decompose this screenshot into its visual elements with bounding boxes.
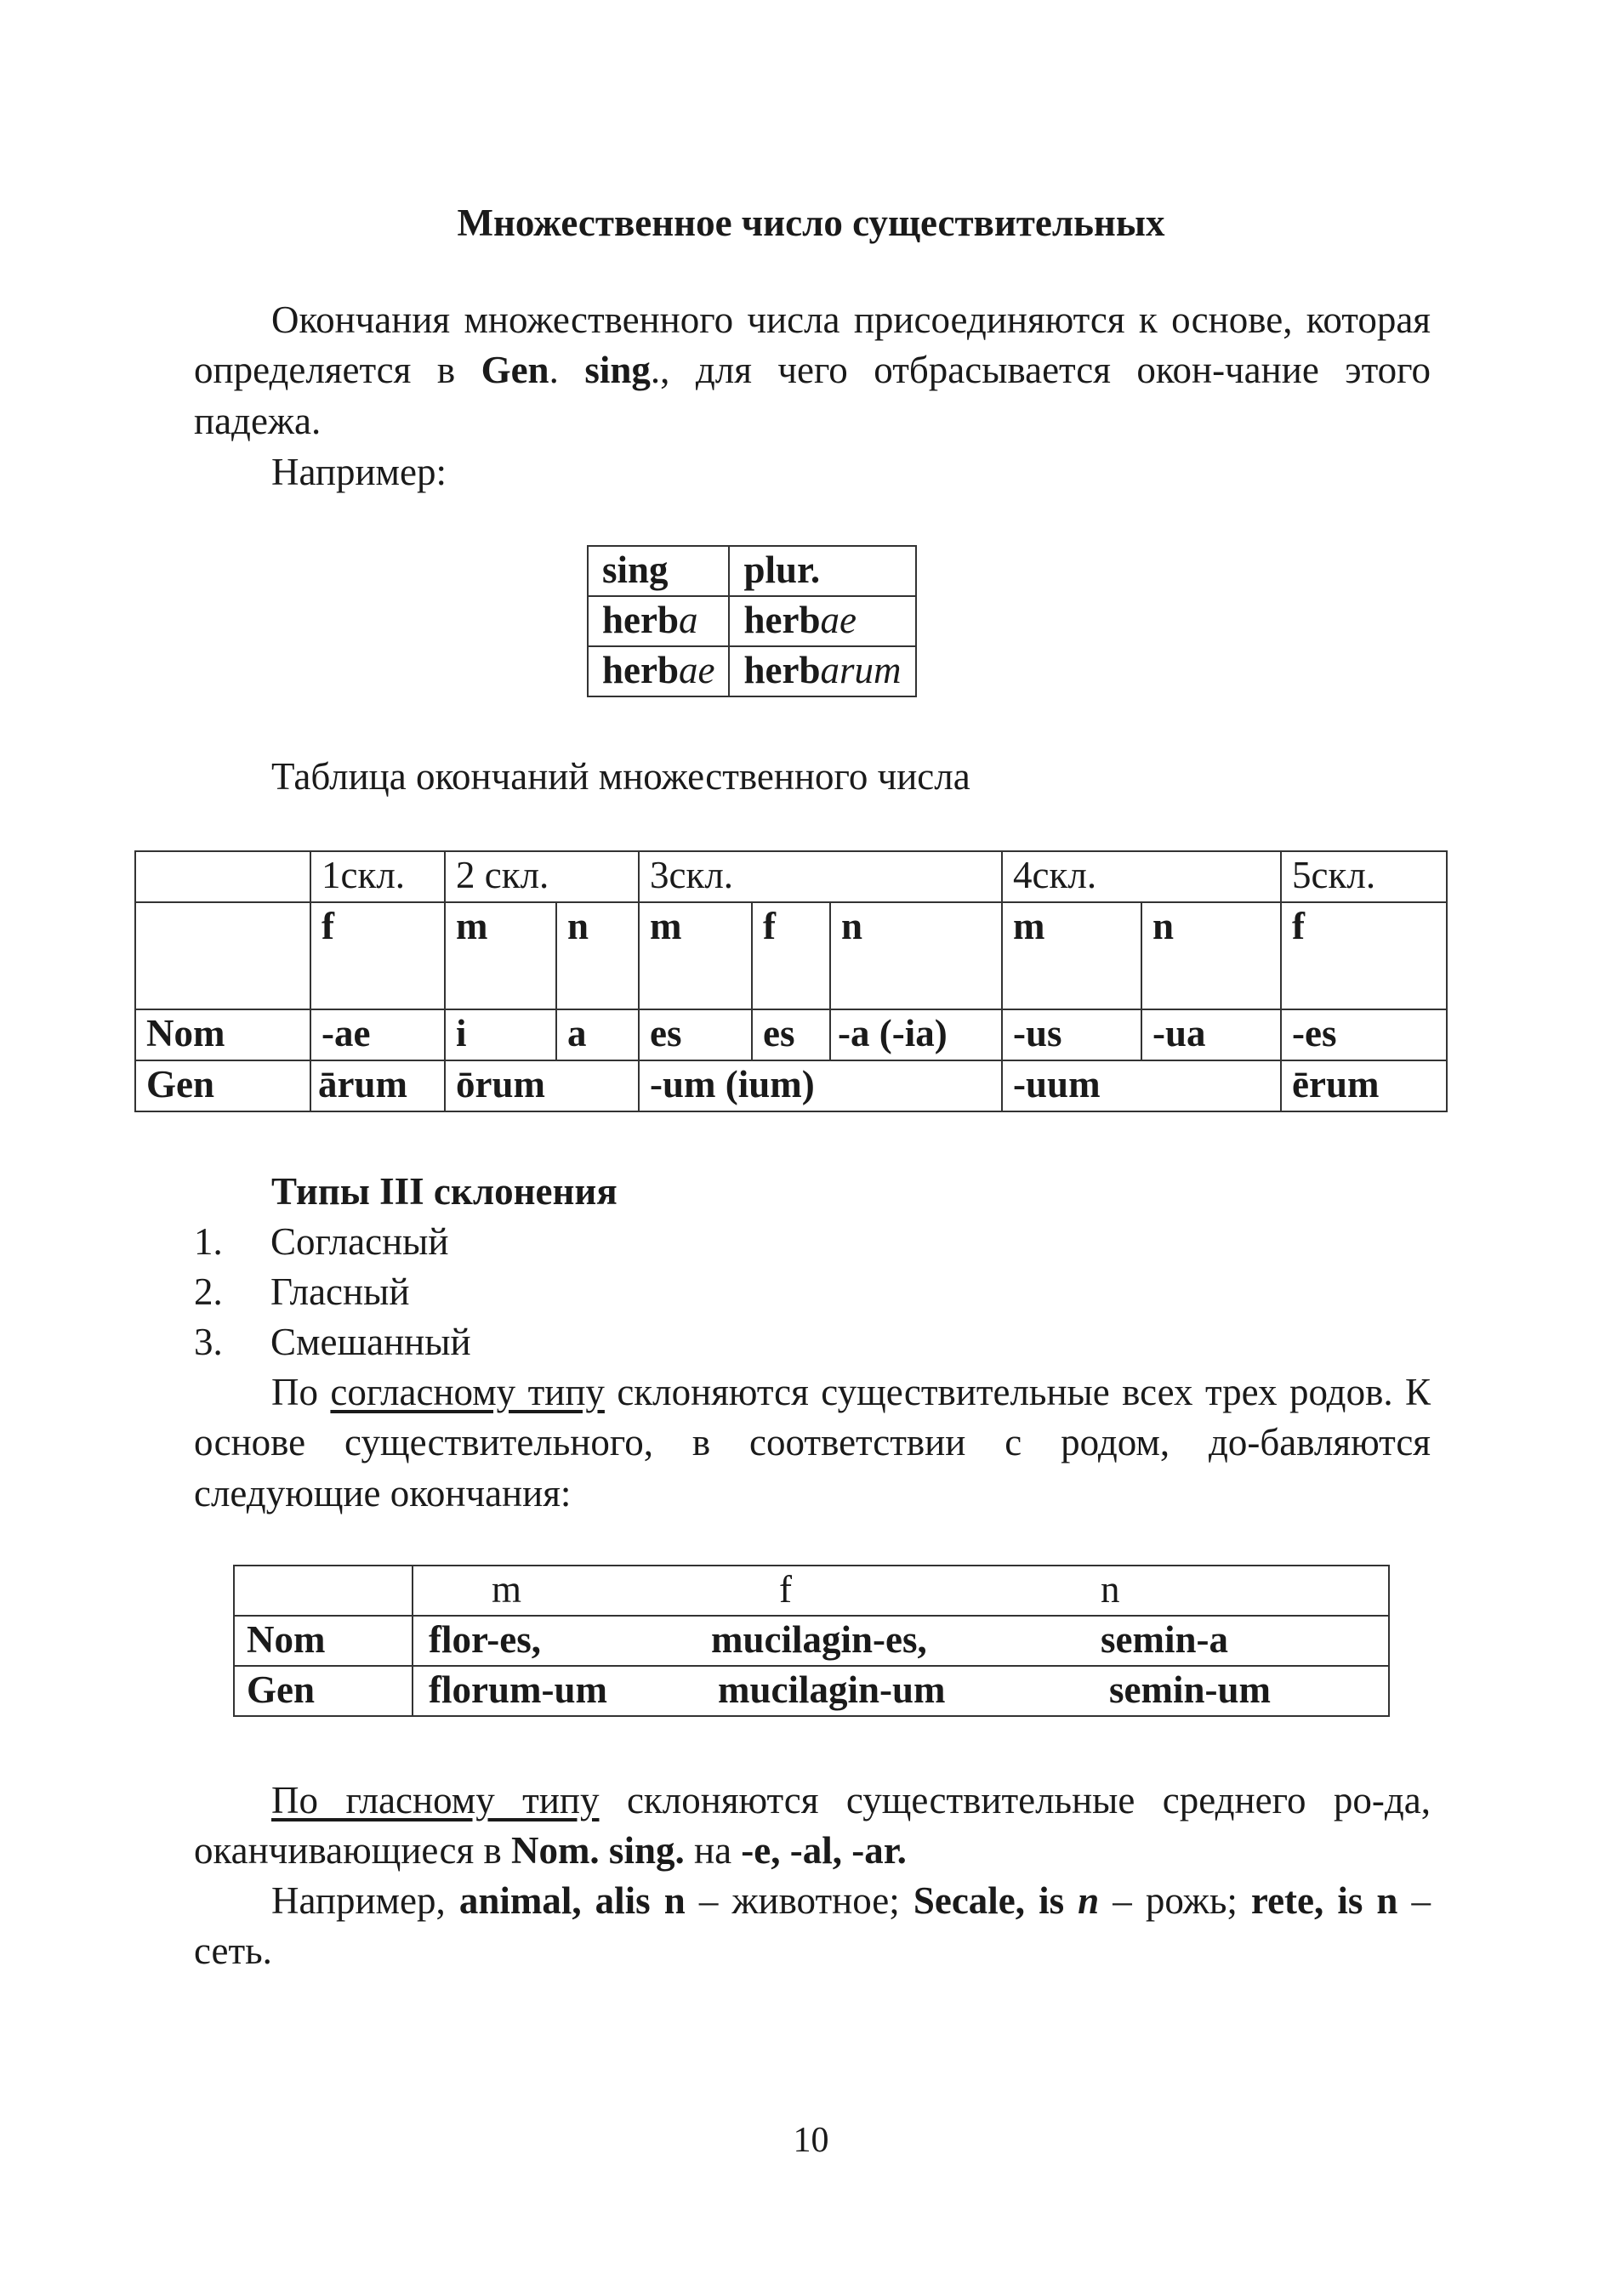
intro-paragraph xyxy=(194,295,1431,446)
underlined-term: По гласному типу xyxy=(271,1779,600,1821)
page-title: Множественное число существительных xyxy=(457,202,1165,244)
list-item: 1. Согласный xyxy=(194,1220,449,1263)
table-row xyxy=(588,596,916,646)
consonant-endings-table xyxy=(233,1565,1390,1717)
table-cell: 3скл. xyxy=(639,851,1002,902)
table-cell: es xyxy=(752,1009,830,1060)
consonant-type-paragraph: По согласному типу склоняются существительные всех трех родов. К основе существительного, в соответствии с родом, до-бавляются следующие окончания: xyxy=(194,1371,1431,1515)
sing-plur-table xyxy=(587,545,917,697)
text: ., для чего отбрасывается окон-чание этого падежа. xyxy=(194,349,1431,442)
table-cell: -ae xyxy=(310,1009,445,1060)
table-cell: a xyxy=(556,1009,639,1060)
table-cell: Nom xyxy=(234,1616,413,1666)
table-cell: plur. xyxy=(729,546,915,596)
bold-term: sing xyxy=(584,349,651,392)
page-number: 10 xyxy=(793,2121,829,2160)
table-cell: herba xyxy=(588,596,729,646)
table-cell: -es xyxy=(1281,1009,1447,1060)
table-cell: herbae xyxy=(588,646,729,696)
underlined-term: согласному типу xyxy=(330,1371,605,1413)
table-row xyxy=(234,1666,1389,1716)
table-cell: florum-um mucilagin-um semin-um xyxy=(413,1666,1389,1716)
table-cell: ērum xyxy=(1281,1060,1447,1111)
table-cell xyxy=(135,902,310,1009)
table-cell: 4скл. xyxy=(1002,851,1281,902)
table-cell: n xyxy=(556,902,639,1009)
list-item: 2. Гласный xyxy=(194,1270,410,1313)
table-cell xyxy=(135,851,310,902)
text: Окончания множественного числа присоединяются к основе, которая определяется в xyxy=(194,298,1431,392)
table-cell: m xyxy=(1002,902,1141,1009)
table-cell: herbarum xyxy=(729,646,915,696)
table-cell: 2 скл. xyxy=(445,851,639,902)
table-cell: 5скл. xyxy=(1281,851,1447,902)
table-row xyxy=(234,1566,1389,1616)
types-heading: Типы III склонения xyxy=(271,1170,617,1213)
table-cell: 1скл. xyxy=(310,851,445,902)
table-row xyxy=(234,1616,1389,1666)
table-cell: sing xyxy=(588,546,729,596)
vowel-type-paragraph: По гласному типу склоняются существительные среднего ро-да, оканчивающиеся в Nom. sing. на -e, -al, -ar. xyxy=(194,1779,1431,1873)
table-cell: -uum xyxy=(1002,1060,1281,1111)
table-row xyxy=(588,646,916,696)
table-cell: i xyxy=(445,1009,556,1060)
bold-term: Gen xyxy=(481,349,549,392)
example-paragraph: Например, animal, alis n – животное; Secale, is n – рожь; rete, is n – сеть. xyxy=(194,1879,1431,1973)
table-cell: ārum xyxy=(310,1060,445,1111)
table-cell: -ua xyxy=(1141,1009,1281,1060)
table-cell: Gen xyxy=(135,1060,310,1111)
table-row xyxy=(135,851,1447,902)
text: . xyxy=(549,349,585,392)
table-cell: es xyxy=(639,1009,752,1060)
table-cell: f xyxy=(1281,902,1447,1009)
table-cell: m f n xyxy=(413,1566,1389,1616)
table-row xyxy=(588,546,916,596)
table-cell: -a (-ia) xyxy=(830,1009,1002,1060)
table-cell: ōrum xyxy=(445,1060,639,1111)
table-cell: m xyxy=(639,902,752,1009)
table-caption: Таблица окончаний множественного числа xyxy=(271,755,970,798)
table-cell: f xyxy=(752,902,830,1009)
example-label: Например: xyxy=(271,451,447,493)
table-row xyxy=(135,1009,1447,1060)
table-cell: herbae xyxy=(729,596,915,646)
table-cell: m xyxy=(445,902,556,1009)
table-row xyxy=(135,1060,1447,1111)
table-cell: n xyxy=(830,902,1002,1009)
table-cell: f xyxy=(310,902,445,1009)
table-cell: Nom xyxy=(135,1009,310,1060)
plural-endings-table xyxy=(134,850,1448,1112)
table-cell: -us xyxy=(1002,1009,1141,1060)
list-item: 3. Смешанный xyxy=(194,1321,471,1363)
table-row xyxy=(135,902,1447,1009)
table-cell: n xyxy=(1141,902,1281,1009)
table-cell: flor-es, mucilagin-es, semin-a xyxy=(413,1616,1389,1666)
table-cell: Gen xyxy=(234,1666,413,1716)
table-cell: -um (ium) xyxy=(639,1060,1002,1111)
table-cell xyxy=(234,1566,413,1616)
